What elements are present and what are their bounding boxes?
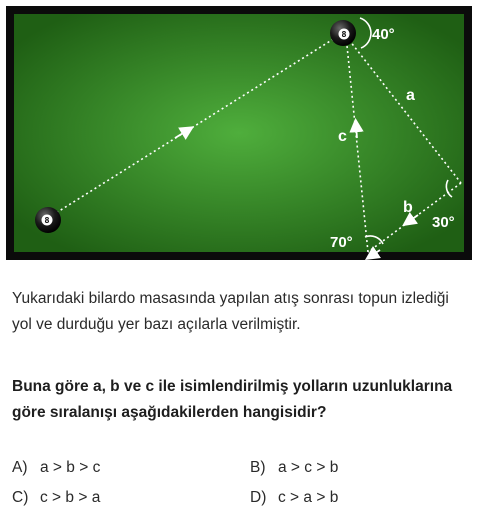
eight-ball-start (35, 207, 61, 233)
option-d[interactable] (250, 489, 338, 507)
option-c-text: c > b > a (40, 489, 101, 506)
option-c-key: C) (12, 489, 29, 506)
option-b-text: a > c > b (278, 459, 339, 476)
eight-ball-end (330, 20, 356, 46)
path-label-c: c (338, 128, 347, 145)
table-felt (14, 14, 464, 252)
angle-label-40: 40° (372, 26, 395, 43)
svg-text:8: 8 (44, 216, 50, 225)
path-label-a: a (406, 87, 415, 104)
path-c-arrow (356, 125, 357, 138)
option-b-key: B) (250, 459, 266, 476)
option-b[interactable] (250, 459, 338, 477)
option-a[interactable] (12, 459, 100, 477)
path-label-b: b (403, 199, 413, 216)
option-a-key: A) (12, 459, 28, 476)
angle-label-30: 30° (432, 214, 455, 231)
question-intro: Yukarıdaki bilardo masasında yapılan atış sonrası topun izlediği yol ve durduğu yer bazı açılarla verilmiştir. (12, 290, 449, 333)
question-prompt: Buna göre a, b ve c ile isimlendirilmiş yolların uzunluklarına göre sıralanışı aşağıdakilerden hangisidir? (12, 378, 453, 421)
option-d-text: c > a > b (278, 489, 339, 506)
option-a-text: a > b > c (40, 459, 101, 476)
option-d-key: D) (250, 489, 267, 506)
svg-text:8: 8 (341, 30, 347, 39)
option-c[interactable] (12, 489, 100, 507)
angle-label-70: 70° (330, 234, 353, 251)
